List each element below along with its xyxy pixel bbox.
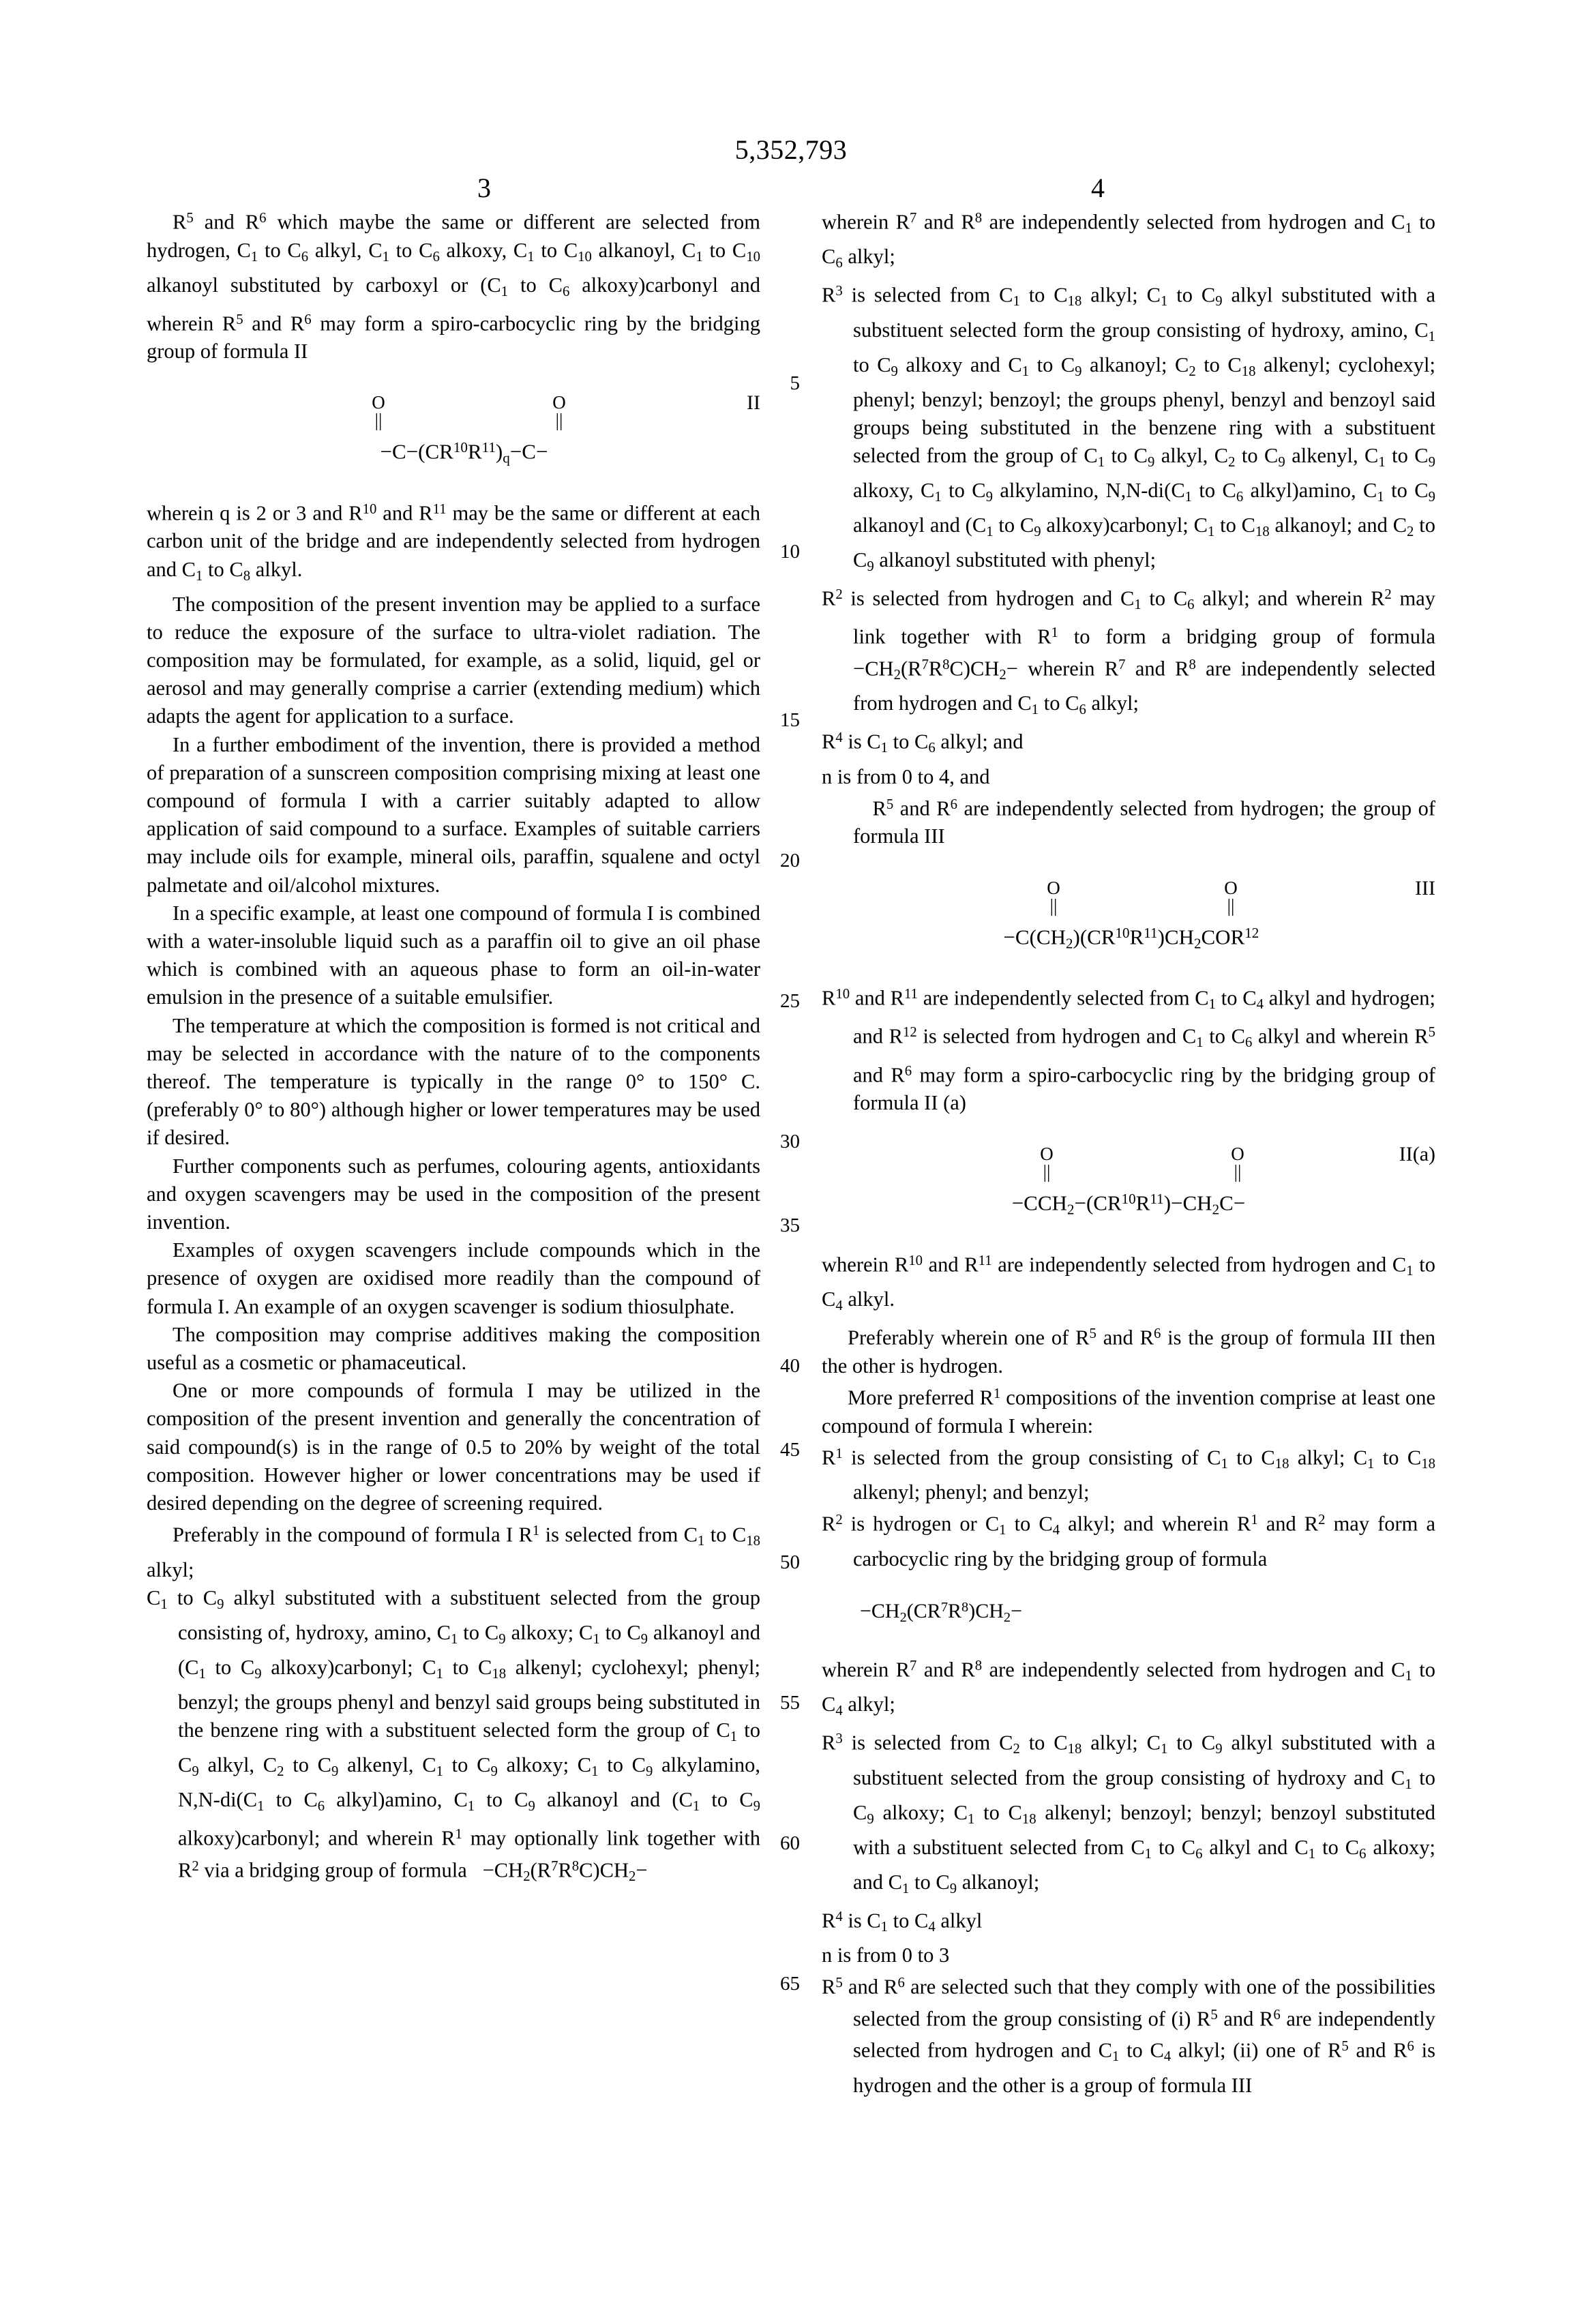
paragraph: $R^4$ is $C_1$ to $C_6$ alkyl; and <box>822 730 1024 756</box>
formula-II <box>147 389 760 473</box>
paragraph: The composition may comprise additives making the composition useful as a cosmetic or phamaceutical. <box>147 1322 760 1375</box>
column-number-right: 4 <box>1091 173 1105 203</box>
line-number: 65 <box>780 1973 800 1995</box>
formula-body: $-C(CH_2)(CR^{10}R^{11})CH_2COR^{12}$ <box>998 924 1259 951</box>
line-number: 45 <box>780 1439 800 1461</box>
paragraph: Preferably in the compound of formula I $R^1$ is selected from $C_1$ to $C_{18}$ alkyl; <box>147 1523 760 1581</box>
paragraph: Further components such as perfumes, colouring agents, antioxidants and oxygen scavengers may be used in the composition of the present invention. <box>147 1154 760 1234</box>
paragraph: wherein q is 2 or 3 and $R^{10}$ and $R^{11}$ may be the same or different at each carbon unit of the bridge and are independently selected from hydrogen and $C_1$ to $C_8$ alkyl. <box>147 501 760 584</box>
oxygen-atom: O <box>372 392 385 413</box>
oxygen-atom: O <box>552 392 566 413</box>
paragraph: n is from 0 to 4, and <box>822 764 990 788</box>
formula-label: II <box>747 391 760 415</box>
double-bond: || <box>1049 895 1058 916</box>
paragraph: Examples of oxygen scavengers include compounds which in the presence of oxygen are oxidised more readily than the compound of formula I. An example of an oxygen scavenger is sodium thiosulphate. <box>147 1238 760 1318</box>
line-number: 5 <box>790 372 800 394</box>
line-number: 60 <box>780 1832 800 1854</box>
double-bond: || <box>374 410 383 431</box>
oxygen-atom: O <box>1040 1144 1054 1165</box>
paragraph: $R^{10}$ and $R^{11}$ are independently selected from $C_1$ to $C_4$ alkyl and hydrogen; and $R^{12}$ is selected from hydrogen and $C_1$ to $C_6$ alkyl and wherein $R^5$ and $R^6$ may form a spiro-carbocyclic ring by the bridging group of formula II (a) <box>822 986 1435 1115</box>
line-number: 55 <box>780 1692 800 1714</box>
paragraph: $R^1$ is selected from the group consisting of $C_1$ to $C_{18}$ alkyl; $C_1$ to $C_{18}$ alkenyl; phenyl; and benzyl; <box>822 1446 1435 1504</box>
paragraph: Preferably wherein one of $R^5$ and $R^6$ is the group of formula III then the other is hydrogen. <box>822 1326 1435 1377</box>
oxygen-atom: O <box>1047 877 1060 898</box>
double-bond: || <box>555 410 563 431</box>
paragraph: The composition of the present invention may be applied to a surface to reduce the exposure of the surface to ultra-violet radiation. The composition may be formulated, for example, as a solid, liquid, gel or aerosol and may generally comprise a carrier (extending medium) which adapts the agent for application to a surface. <box>147 592 760 728</box>
paragraph: $R^3$ is selected from $C_2$ to $C_{18}$ alkyl; $C_1$ to $C_9$ alkyl substituted with a substituent selected from the group consisting of hydroxy and $C_1$ to $C_9$ alkoxy; $C_1$ to $C_{18}$ alkenyl; benzoyl; benzyl; benzoyl substituted with a substituent selected from $C_1$ to $C_6$ alkyl and $C_1$ to $C_6$ alkoxy; and $C_1$ to $C_9$ alkanoyl; <box>822 1731 1436 1896</box>
left-column <box>147 205 760 1891</box>
formula-label: II(a) <box>1399 1143 1435 1166</box>
paragraph: $R^2$ is selected from hydrogen and $C_1$ to $C_6$ alkyl; and wherein $R^2$ may link together with $R^1$ to form a bridging group of formula $-CH_2(R^7R^8C)CH_2-$ wherein $R^7$ and $R^8$ are independently selected from hydrogen and $C_1$ to $C_6$ alkyl; <box>822 586 1436 718</box>
paragraph: $C_1$ to $C_9$ alkyl substituted with a substituent selected from the group consisting of, hydroxy, amino, $C_1$ to $C_9$ alkoxy; $C_1$ to $C_9$ alkanoyl and ($C_1$ to $C_9$ alkoxy)carbonyl; $C_1$ to $C_{18}$ alkenyl; cyclohexyl; phenyl; benzyl; the groups phenyl and benzyl said groups being substituted in the benzene ring with a substituent selected form the group of $C_1$ to $C_9$ alkyl, $C_2$ to $C_9$ alkenyl, $C_1$ to $C_9$ alkoxy; $C_1$ to $C_9$ alkylamino, $N,N-di(C_1$ to $C_6$ alkyl)amino, $C_1$ to $C_9$ alkanoyl and ($C_1$ to $C_9$ alkoxy)carbonyl; and wherein $R^1$ may optionally link together with $R^2$ via a bridging group of formula $-CH_2(R^7R^8C)CH_2-$ <box>147 1585 761 1884</box>
formula-body: $-C-(CR^{10}R^{11})_q-C-$ <box>359 439 548 466</box>
line-number: 25 <box>780 990 800 1012</box>
line-number: 20 <box>780 850 800 872</box>
paragraph: In a specific example, at least one compound of formula I is combined with a water-insoluble liquid such as a paraffin oil to give an oil phase which is combined with an aqueous phase to form an oil-in-water emulsion in the presence of a suitable emulsifier. <box>147 901 760 1009</box>
paragraph: wherein $R^7$ and $R^8$ are independently selected from hydrogen and $C_1$ to $C_6$ alkyl; <box>822 210 1435 271</box>
line-number: 30 <box>780 1131 800 1152</box>
line-number: 35 <box>780 1215 800 1236</box>
formula-IIa <box>822 1140 1435 1224</box>
double-bond: || <box>1234 1161 1242 1182</box>
line-number: 10 <box>780 541 800 563</box>
column-number-left: 3 <box>477 173 491 203</box>
paragraph: More preferred $R^1$ compositions of the invention comprise at least one compound of formula I wherein: <box>822 1386 1435 1437</box>
line-number: 50 <box>780 1551 800 1573</box>
paragraph: n is from 0 to 3 <box>822 1943 950 1967</box>
double-bond: || <box>1227 895 1235 916</box>
formula-bridge: $-CH_2(CR^7R^8)CH_2-$ <box>860 1599 1023 1625</box>
double-bond: || <box>1043 1161 1051 1182</box>
paragraph: wherein $R^{10}$ and $R^{11}$ are independently selected from hydrogen and $C_1$ to $C_4$ alkyl. <box>822 1253 1436 1314</box>
paragraph: In a further embodiment of the invention, there is provided a method of preparation of a sunscreen composition comprising mixing at least one compound of formula I with a carrier suitably adapted to allow application of said compound to a surface. Examples of suitable carriers may include oils for example, mineral oils, paraffin, squalene and octyl palmetate and oil/alcohol mixtures. <box>147 732 760 897</box>
paragraph: wherein $R^7$ and $R^8$ are independently selected from hydrogen and $C_1$ to $C_4$ alkyl; <box>822 1658 1435 1719</box>
line-number: 40 <box>780 1355 800 1377</box>
paragraph: The temperature at which the composition is formed is not critical and may be selected in accordance with the nature of to the components thereof. The temperature is typically in the range 0° to 150° C. (preferably 0° to 80°) although higher or lower temperatures may be used if desired. <box>147 1013 760 1150</box>
paragraph: $R^4$ is $C_1$ to $C_4$ alkyl <box>822 1908 983 1935</box>
paragraph: $R^5$ and $R^6$ are selected such that they comply with one of the possibilities selected from the group consisting of (i) $R^5$ and $R^6$ are independently selected from hydrogen and $C_1$ to $C_4$ alkyl; (ii) one of $R^5$ and $R^6$ is hydrogen and the other is a group of formula III <box>822 1975 1435 2097</box>
oxygen-atom: O <box>1224 877 1238 898</box>
paragraph: $R^5$ and $R^6$ which maybe the same or different are selected from hydrogen, $C_1$ to $C_6$ alkyl, $C_1$ to $C_6$ alkoxy, $C_1$ to $C_{10}$ alkanoyl, $C_1$ to $C_{10}$ alkanoyl substituted by carboxyl or ($C_1$ to $C_6$ alkoxy)carbonyl and wherein $R^5$ and $R^6$ may form a spiro-carbocyclic ring by the bridging group of formula II <box>147 210 760 363</box>
oxygen-atom: O <box>1231 1144 1244 1165</box>
formula-body: $-CCH_2-(CR^{10}R^{11})-CH_2C-$ <box>1011 1191 1246 1218</box>
paragraph: One or more compounds of formula I may be utilized in the composition of the present invention and generally the concentration of said compound(s) is in the range of 0.5 to 20% by weight of the total composition. However higher or lower concentrations may be used if desired depending on the degree of screening required. <box>147 1379 760 1515</box>
right-column <box>822 205 1435 2100</box>
formula-III <box>822 874 1435 958</box>
paragraph: $R^3$ is selected from $C_1$ to $C_{18}$ alkyl; $C_1$ to $C_9$ alkyl substituted with a substituent selected form the group consisting of hydroxy, amino, $C_1$ to $C_9$ alkoxy and $C_1$ to $C_9$ alkanoyl; $C_2$ to $C_{18}$ alkenyl; cyclohexyl; phenyl; benzyl; benzoyl; the groups phenyl, benzyl and benzoyl said groups being substituted in the benzene ring with a substituent selected from the group of $C_1$ to $C_9$ alkyl, $C_2$ to $C_9$ alkenyl, $C_1$ to $C_9$ alkoxy, $C_1$ to $C_9$ alkylamino, $N,N-di(C_1$ to $C_6$ alkyl)amino, $C_1$ to $C_9$ alkanoyl and ($C_1$ to $C_9$ alkoxy)carbonyl; $C_1$ to $C_{18}$ alkanoyl; and $C_2$ to $C_9$ alkanoyl substituted with phenyl; <box>822 283 1436 574</box>
paragraph: $R^5$ and $R^6$ are independently selected from hydrogen; the group of formula III <box>853 796 1435 848</box>
paragraph: $R^2$ is hydrogen or $C_1$ to $C_4$ alkyl; and wherein $R^1$ and $R^2$ may form a carbocyclic ring by the bridging group of formula <box>822 1512 1435 1570</box>
patent-number: 5,352,793 <box>734 134 848 165</box>
formula-label: III <box>1415 876 1435 899</box>
line-number: 15 <box>780 709 800 731</box>
